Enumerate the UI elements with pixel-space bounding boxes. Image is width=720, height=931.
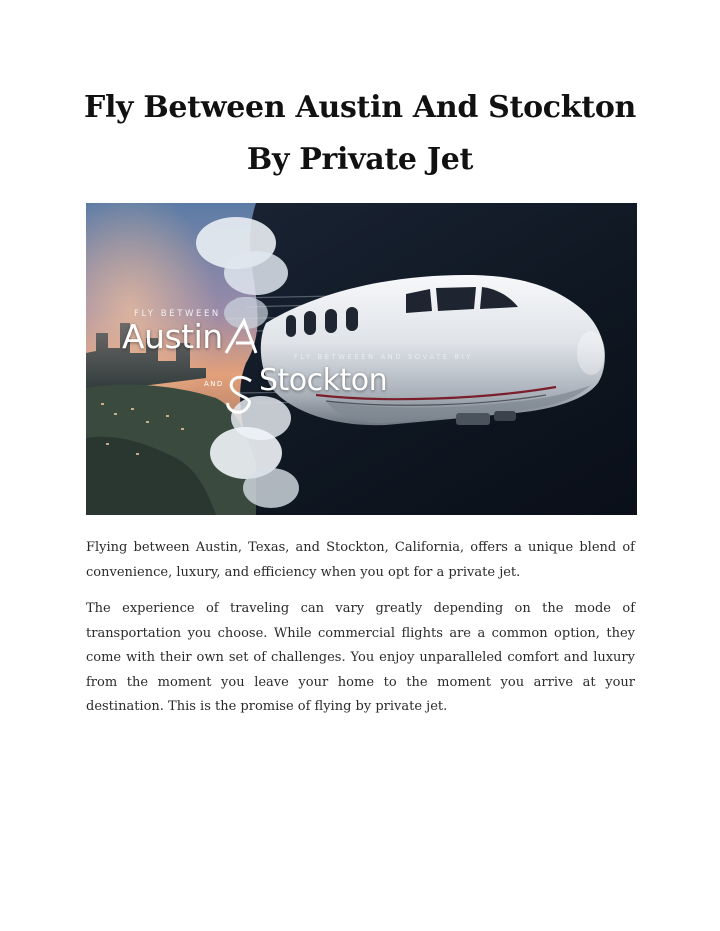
page-title bbox=[0, 82, 720, 186]
overlay-city-stockton: Stockton bbox=[259, 363, 388, 398]
overlay-city-austin: Austin bbox=[122, 317, 223, 356]
hero-illustration bbox=[86, 203, 637, 515]
body-paragraph: The experience of traveling can vary greatly depending on the mode of transportation you choose. While commercial flights are a common option, they come with their own set of challenges. You enjoy unparalleled comfort and luxury from the moment you leave your home to the moment you arrive at your destination. This is the promise of flying by private jet. bbox=[86, 601, 635, 715]
title-line-2: By Private Jet bbox=[246, 142, 474, 177]
overlay-tagline: FLY BETWEEEN AND SOVATE BIY bbox=[294, 353, 474, 361]
overlay-and: AND bbox=[204, 380, 224, 388]
title-line-1: Fly Between Austin And Stockton bbox=[83, 90, 637, 125]
intro-paragraph: Flying between Austin, Texas, and Stockton, California, offers a unique blend of convenience, luxury, and efficiency when you opt for a private jet. bbox=[86, 540, 635, 580]
hero-image bbox=[86, 203, 637, 515]
overlay-fly-between: FLY BETWEEN bbox=[134, 309, 221, 319]
